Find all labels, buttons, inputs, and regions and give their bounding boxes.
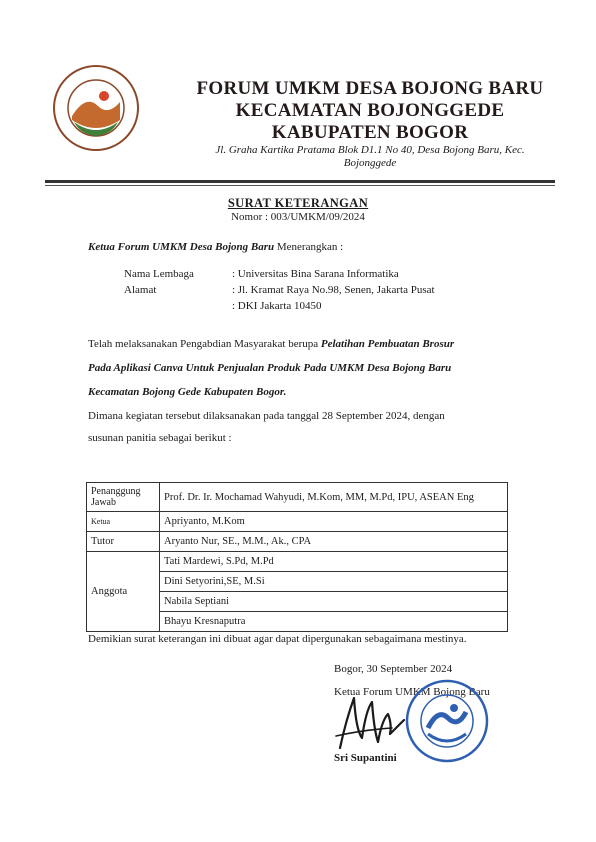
person-cell: Tati Mardewi, S.Pd, M.Pd: [160, 552, 508, 572]
org-name-line1: FORUM UMKM DESA BOJONG BARU: [196, 78, 544, 99]
para1-bold-a: Pelatihan Pembuatan Brosur: [320, 338, 455, 350]
org-name-line2: KECAMATAN BOJONGGEDE: [235, 100, 505, 121]
paragraph-activity-line3: Kecamatan Bojong Gede Kabupaten Bogor.: [88, 386, 287, 398]
table-row: [87, 552, 508, 572]
paragraph-date-line1: Dimana kegiatan tersebut dilaksanakan pada tanggal 28 September 2024, dengan: [88, 410, 445, 422]
letter-title: SURAT KETERANGAN: [227, 196, 369, 210]
letter-number: Nomor : 003/UMKM/09/2024: [231, 211, 365, 223]
org-name-line3: KABUPATEN BOGOR: [271, 122, 469, 143]
person-cell: Bhayu Kresnaputra: [160, 612, 508, 632]
person-cell: Nabila Septiani: [160, 592, 508, 612]
letterhead-rule-thin: [45, 185, 555, 186]
opening-rest: Menerangkan :: [274, 241, 344, 253]
handwritten-signature: [332, 690, 424, 754]
opening-line: [88, 241, 343, 253]
table-row: [87, 512, 508, 532]
paragraph-activity-line1: [88, 337, 508, 352]
sign-date: Bogor, 30 September 2024: [334, 663, 453, 675]
table-row: [87, 532, 508, 552]
closing-statement: Demikian surat keterangan ini dibuat agar dapat dipergunakan sebagaimana mestinya.: [88, 633, 467, 645]
para1-plain: Telah melaksanakan Pengabdian Masyarakat berupa: [88, 338, 321, 350]
detail-value-name: : Universitas Bina Sarana Informatika: [232, 268, 399, 280]
detail-label-name: Nama Lembaga: [124, 268, 194, 280]
person-cell: Aryanto Nur, SE., M.M., Ak., CPA: [160, 532, 508, 552]
signer-name: Sri Supantini: [334, 752, 397, 764]
role-cell: Tutor: [87, 532, 160, 552]
letterhead-rule: [45, 180, 555, 183]
person-cell: Prof. Dr. Ir. Mochamad Wahyudi, M.Kom, MM, M.Pd, IPU, ASEAN Eng: [160, 483, 508, 512]
paragraph-date-line2: susunan panitia sebagai berikut :: [88, 432, 232, 444]
forum-umkm-logo: [52, 64, 140, 152]
person-cell: Dini Setyorini,SE, M.Si: [160, 572, 508, 592]
sign-role: Ketua Forum UMKM Bojong Baru: [334, 686, 490, 698]
detail-value-address: : Jl. Kramat Raya No.98, Senen, Jakarta Pusat: [232, 284, 435, 296]
role-cell: Anggota: [87, 552, 160, 632]
opening-bold: Ketua Forum UMKM Desa Bojong Baru: [88, 241, 275, 253]
table-row: [87, 483, 508, 512]
committee-table: [86, 482, 508, 632]
role-cell: Ketua: [87, 512, 160, 532]
address-line1: Jl. Graha Kartika Pratama Blok D1.1 No 40, Desa Bojong Baru, Kec.: [215, 144, 525, 156]
paragraph-activity-line2: Pada Aplikasi Canva Untuk Penjualan Produk Pada UMKM Desa Bojong Baru: [88, 362, 452, 374]
role-cell: Penanggung Jawab: [87, 483, 160, 512]
detail-label-address: Alamat: [124, 284, 157, 296]
address-line2: Bojonggede: [343, 157, 397, 169]
detail-value-address-2: : DKI Jakarta 10450: [232, 300, 322, 312]
person-cell: Apriyanto, M.Kom: [160, 512, 508, 532]
